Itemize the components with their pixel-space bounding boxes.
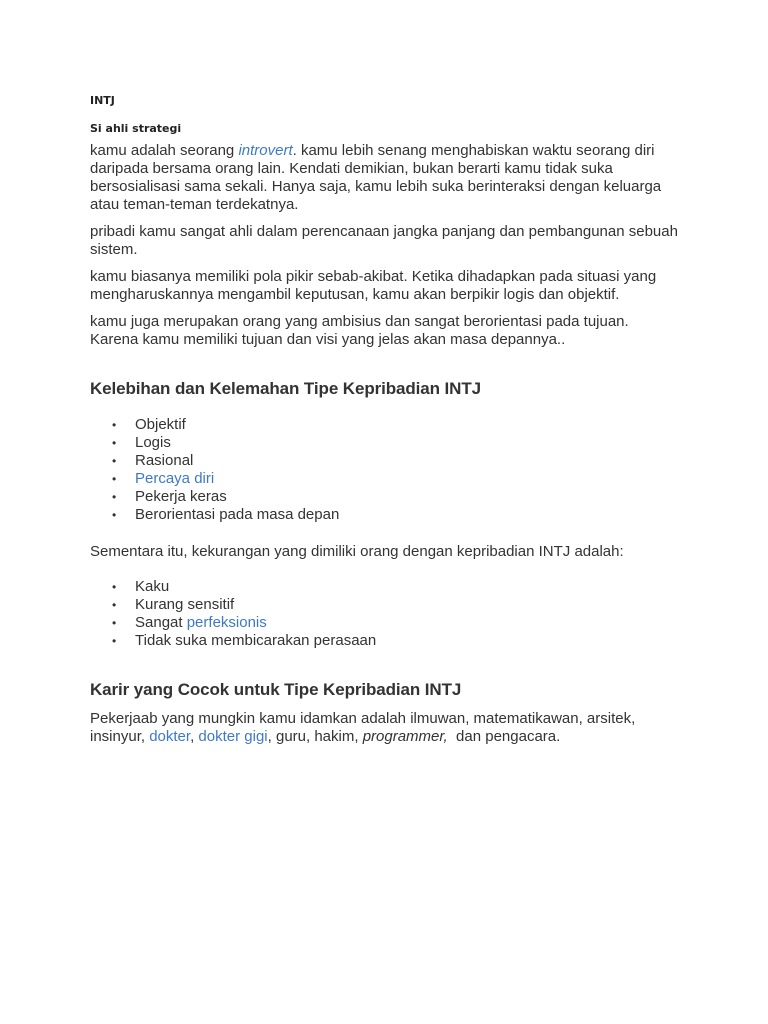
career-text-middle: , guru, hakim,	[267, 728, 363, 745]
career-programmer-italic: programmer,	[362, 728, 448, 745]
intro-text-end: . kamu lebih senang menghabiskan waktu seorang diri daripada bersama orang lain. Kendati demikian, bukan berarti kamu tidak suka bersosialisasi sama sekali. Hanya saja, kamu lebih suka berinteraksi dengan keluarga atau teman-teman terdekatnya.	[90, 142, 662, 213]
list-item	[90, 614, 680, 632]
percaya-diri-link[interactable]: Percaya diri	[135, 470, 215, 487]
list-item-prefix: Sangat	[135, 614, 187, 631]
list-item: • Tidak suka membicarakan perasaan	[90, 632, 680, 650]
paragraph-cause-effect: kamu biasanya memiliki pola pikir sebab-akibat. Ketika dihadapkan pada situasi yang mengharuskannya mengambil keputusan, kamu akan berpikir logis dan objektif.	[90, 268, 657, 303]
intro-text-start: kamu adalah seorang	[90, 142, 239, 159]
list-item: • Pekerja keras	[90, 488, 680, 506]
list-item: • Kaku	[90, 578, 680, 596]
section-heading-strengths-weaknesses: Kelebihan dan Kelemahan Tipe Kepribadian INTJ	[90, 379, 481, 398]
list-item: • Objektif	[90, 416, 680, 434]
career-text-end: dan pengacara.	[447, 728, 561, 745]
paragraph-ambition: kamu juga merupakan orang yang ambisius dan sangat berorientasi pada tujuan. Karena kamu memiliki tujuan dan visi yang jelas akan masa depannya..	[90, 313, 629, 348]
dokter-link[interactable]: dokter	[149, 728, 191, 745]
list-item: • Berorientasi pada masa depan	[90, 506, 680, 524]
strengths-list	[90, 416, 680, 524]
list-item: • Kurang sensitif	[90, 596, 680, 614]
list-item: • Logis	[90, 434, 680, 452]
introvert-link[interactable]: introvert	[238, 142, 293, 159]
career-paragraph	[90, 710, 680, 746]
perfeksionis-link[interactable]: perfeksionis	[186, 614, 267, 631]
intro-paragraph	[90, 142, 680, 214]
section-heading-career: Karir yang Cocok untuk Tipe Kepribadian INTJ	[90, 680, 462, 699]
document-subtitle: Si ahli strategi	[90, 122, 182, 135]
career-comma: ,	[190, 728, 199, 745]
weaknesses-intro: Sementara itu, kekurangan yang dimiliki orang dengan kepribadian INTJ adalah:	[90, 543, 624, 560]
document-page	[90, 92, 680, 746]
paragraph-planning: pribadi kamu sangat ahli dalam perencanaan jangka panjang dan pembangunan sebuah sistem.	[90, 223, 678, 258]
career-text-start: Pekerjaab yang mungkin kamu idamkan adalah ilmuwan, matematikawan, arsitek, insinyur,	[90, 710, 636, 745]
list-item: • Rasional	[90, 452, 680, 470]
weaknesses-list	[90, 578, 680, 650]
dokter-gigi-link[interactable]: dokter gigi	[198, 728, 268, 745]
list-item	[90, 470, 680, 488]
document-title: INTJ	[90, 94, 115, 107]
